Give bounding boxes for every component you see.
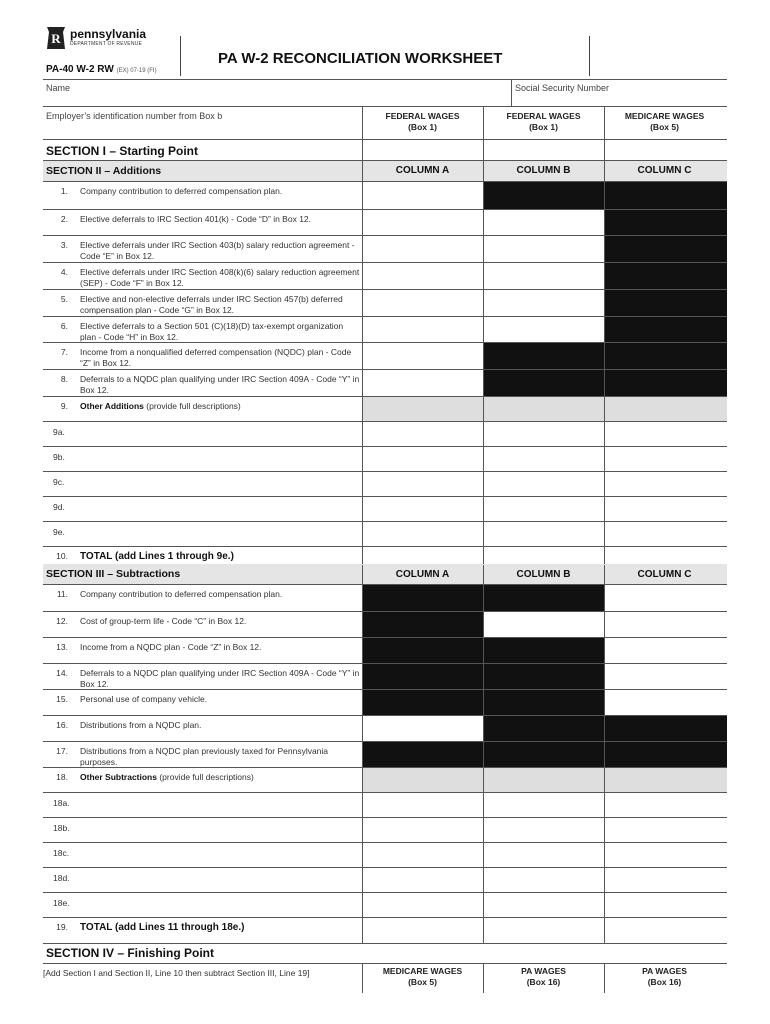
section3-line-17-col-c-field [604, 742, 727, 767]
line-number: 11. [56, 589, 68, 599]
section1-title: SECTION I – Starting Point [46, 144, 199, 158]
sub-line-label: 9d. [53, 502, 65, 512]
line-description: Distributions from a NQDC plan. [80, 720, 202, 730]
section2-title: SECTION II – Additions [46, 165, 162, 177]
line-number: 15. [56, 694, 68, 704]
rule [604, 565, 605, 585]
rule [483, 565, 484, 585]
section3-line-14-col-a-field [362, 664, 483, 689]
section2-9e.-col-c-field[interactable] [604, 522, 727, 546]
section2-9b.-col-b-field[interactable] [483, 447, 604, 471]
section4-wage-col-2 [483, 966, 604, 988]
section2-line-3-col-a-field[interactable] [362, 236, 483, 262]
section3-line-11-col-b-field [483, 585, 604, 611]
line-number: 6. [60, 321, 68, 331]
section3-18c.-col-b-field[interactable] [483, 843, 604, 867]
section2-line-9-col-c-field [604, 397, 727, 421]
line-number: 16. [56, 720, 68, 730]
section3-line-18-col-a-field [362, 768, 483, 792]
section3-18e.-col-b-field[interactable] [483, 893, 604, 917]
section1-col-c-field[interactable] [604, 140, 727, 160]
sub-line-label: 18d. [53, 873, 70, 883]
section2-line-8-col-b-field [483, 370, 604, 396]
section3-line-15-col-c-field[interactable] [604, 690, 727, 715]
wage-box: (Box 5) [408, 977, 437, 987]
rule [604, 161, 605, 181]
section2-line-3-col-c-field [604, 236, 727, 262]
section2-line-7-col-b-field [483, 343, 604, 369]
line-number: 4. [60, 267, 68, 277]
section2-9c.-col-a-field[interactable] [362, 472, 483, 496]
section2-line-4-col-b-field[interactable] [483, 263, 604, 289]
wage-name: MEDICARE WAGES [382, 966, 463, 976]
section2-line-8-col-c-field [604, 370, 727, 396]
sub-line-label: 18b. [53, 823, 70, 833]
line-description: Other Additions (provide full descriptions) [80, 401, 241, 411]
line-number: 12. [56, 616, 68, 626]
wage-box: (Box 16) [647, 977, 682, 987]
line-number: 2. [60, 214, 68, 224]
wage-box: (Box 5) [650, 122, 679, 132]
rule [483, 161, 484, 181]
section3-18b.-col-b-field[interactable] [483, 818, 604, 842]
line-description: Personal use of company vehicle. [80, 694, 208, 704]
svg-text:R: R [51, 31, 61, 46]
section3-line-11-col-a-field [362, 585, 483, 611]
section2-9a.-col-b-field[interactable] [483, 422, 604, 446]
name-label: Name [46, 83, 71, 93]
section3-total-col-a-field[interactable] [362, 918, 483, 943]
section2-line-2-col-c-field [604, 210, 727, 235]
section2-line-5-col-c-field [604, 290, 727, 316]
section3-line-15-col-b-field [483, 690, 604, 715]
rule [483, 963, 484, 993]
line-description: Income from a nonqualified deferred compensation (NQDC) plan - Code “Z” in Box 12. [80, 347, 352, 368]
line-number: 7. [60, 347, 68, 357]
line-number: 1. [60, 186, 68, 196]
line-number: 3. [60, 240, 68, 250]
logo-subtitle: DEPARTMENT OF REVENUE [70, 41, 142, 47]
section3-18d.-col-b-field[interactable] [483, 868, 604, 892]
section2-9b.-col-a-field[interactable] [362, 447, 483, 471]
line-description: Elective deferrals under IRC Section 403(b) salary reduction agreement - Code “E” in Box 12. [80, 240, 355, 261]
section2-9c.-col-b-field[interactable] [483, 472, 604, 496]
line-description: Other Subtractions (provide full descriptions) [80, 772, 254, 782]
section3-column-b: COLUMN B [516, 569, 571, 580]
section3-column-a: COLUMN A [395, 569, 450, 580]
line-description: TOTAL (add Lines 1 through 9e.) [80, 551, 234, 562]
section3-18c.-col-a-field[interactable] [362, 843, 483, 867]
rule [604, 963, 605, 993]
line-description: Company contribution to deferred compensation plan. [80, 589, 283, 599]
line-number: 10. [56, 551, 68, 561]
wage-box: (Box 1) [408, 122, 437, 132]
section2-9e.-col-b-field[interactable] [483, 522, 604, 546]
pa-logo [46, 26, 186, 52]
section3-total-col-b-field[interactable] [483, 918, 604, 943]
section2-9a.-col-a-field[interactable] [362, 422, 483, 446]
sub-line-label: 9a. [53, 427, 65, 437]
section3-line-14-col-b-field [483, 664, 604, 689]
line-number: 9. [60, 401, 68, 411]
section2-line-6-col-b-field[interactable] [483, 317, 604, 342]
section2-9d.-col-b-field[interactable] [483, 497, 604, 521]
section2-line-4-col-c-field [604, 263, 727, 289]
line-number: 19. [56, 922, 68, 932]
line-description: Deferrals to a NQDC plan qualifying under IRC Section 409A - Code “Y” in Box 12. [80, 668, 360, 689]
section3-18d.-col-a-field[interactable] [362, 868, 483, 892]
section1-col-b-field[interactable] [483, 140, 604, 160]
sub-line-label: 18e. [53, 898, 70, 908]
line-description: Distributions from a NQDC plan previously taxed for Pennsylvania purposes. [80, 746, 329, 767]
section1-col-a-field[interactable] [362, 140, 483, 160]
section2-line-5-col-b-field[interactable] [483, 290, 604, 316]
section2-line-2-col-a-field[interactable] [362, 210, 483, 235]
section2-line-3-col-b-field[interactable] [483, 236, 604, 262]
section3-line-17-col-a-field [362, 742, 483, 767]
section3-title: SECTION III – Subtractions [46, 568, 181, 580]
section3-line-15-col-a-field [362, 690, 483, 715]
section3-column-c: COLUMN C [637, 569, 692, 580]
rule [511, 79, 512, 106]
rule [362, 565, 363, 585]
header-divider [589, 36, 590, 76]
line-description: Company contribution to deferred compensation plan. [80, 186, 283, 196]
line-number: 18. [56, 772, 68, 782]
section3-18a.-col-b-field[interactable] [483, 793, 604, 817]
section2-line-9-col-a-field [362, 397, 483, 421]
section3-line-12-col-c-field[interactable] [604, 612, 727, 637]
section2-9a.-col-c-field[interactable] [604, 422, 727, 446]
section3-line-16-col-c-field [604, 716, 727, 741]
top-wage-col-3 [604, 111, 725, 133]
section4-note: [Add Section I and Section II, Line 10 then subtract Section III, Line 19] [43, 968, 310, 978]
form-header [0, 0, 770, 80]
section3-18e.-col-a-field[interactable] [362, 893, 483, 917]
section2-line-2-col-b-field[interactable] [483, 210, 604, 235]
section4-wage-col-3 [604, 966, 725, 988]
rule [43, 106, 727, 107]
wage-name: PA WAGES [642, 966, 687, 976]
section2-line-8-col-a-field[interactable] [362, 370, 483, 396]
section2-9b.-col-c-field[interactable] [604, 447, 727, 471]
logo-name: pennsylvania [70, 27, 147, 41]
ssn-label: Social Security Number [515, 83, 610, 93]
section3-line-13-col-b-field [483, 638, 604, 663]
line-description: TOTAL (add Lines 11 through 18e.) [80, 922, 245, 933]
section2-line-6-col-a-field[interactable] [362, 317, 483, 342]
section3-line-17-col-b-field [483, 742, 604, 767]
line-description: Deferrals to a NQDC plan qualifying under IRC Section 409A - Code “Y” in Box 12. [80, 374, 360, 395]
section3-line-16-col-b-field [483, 716, 604, 741]
line-number: 5. [60, 294, 68, 304]
section2-line-5-col-a-field[interactable] [362, 290, 483, 316]
line-number: 17. [56, 746, 68, 756]
section2-line-7-col-a-field[interactable] [362, 343, 483, 369]
section3-line-11-col-c-field[interactable] [604, 585, 727, 611]
section3-18d.-col-c-field[interactable] [604, 868, 727, 892]
line-description: Cost of group-term life - Code “C” in Box 12. [80, 616, 247, 626]
section3-line-12-col-a-field [362, 612, 483, 637]
sub-line-label: 9b. [53, 452, 65, 462]
line-description: Elective deferrals under IRC Section 408(k)(6) salary reduction agreement (SEP) - Code “F” in Box 12. [80, 267, 360, 288]
section2-line-1-col-a-field[interactable] [362, 182, 483, 209]
line-number: 13. [56, 642, 68, 652]
wage-name: FEDERAL WAGES [506, 111, 581, 121]
rule [43, 79, 727, 80]
rule [362, 963, 363, 993]
section3-line-13-col-a-field [362, 638, 483, 663]
line-description: Elective and non-elective deferrals under IRC Section 457(b) deferred compensation plan - Code “G” in Box 12. [80, 294, 343, 315]
header-divider [180, 36, 181, 76]
form-revision: (EX) 07-19 (FI) [116, 68, 157, 74]
rule [362, 161, 363, 181]
rule [43, 963, 727, 964]
section4-wage-col-1 [362, 966, 483, 988]
top-wage-col-2 [483, 111, 604, 133]
section2-line-1-col-b-field [483, 182, 604, 209]
line-number: 8. [60, 374, 68, 384]
line-description: Income from a NQDC plan - Code “Z” in Box 12. [80, 642, 262, 652]
wage-box: (Box 16) [526, 977, 561, 987]
section2-9e.-col-a-field[interactable] [362, 522, 483, 546]
section3-line-14-col-c-field[interactable] [604, 664, 727, 689]
ein-label: Employer’s identification number from Box b [46, 111, 223, 121]
line-number: 14. [56, 668, 68, 678]
section2-line-9-col-b-field [483, 397, 604, 421]
section2-column-b: COLUMN B [516, 165, 571, 176]
keystone-icon [46, 26, 66, 50]
wage-box: (Box 1) [529, 122, 558, 132]
wage-name: PA WAGES [521, 966, 566, 976]
section2-line-7-col-c-field [604, 343, 727, 369]
section3-total-col-c-field[interactable] [604, 918, 727, 943]
wage-name: FEDERAL WAGES [385, 111, 460, 121]
section3-18e.-col-c-field[interactable] [604, 893, 727, 917]
page-title: PA W-2 RECONCILIATION WORKSHEET [218, 50, 503, 67]
section3-18a.-col-c-field[interactable] [604, 793, 727, 817]
section2-line-1-col-c-field [604, 182, 727, 209]
section3-18b.-col-c-field[interactable] [604, 818, 727, 842]
form-id: PA-40 W-2 RW (EX) 07-19 (FI) [46, 64, 157, 75]
section2-column-a: COLUMN A [395, 165, 450, 176]
line-description: Elective deferrals to a Section 501 (C)(18)(D) tax-exempt organization plan - Code “H” in Box 12. [80, 321, 344, 342]
wage-name: MEDICARE WAGES [624, 111, 705, 121]
sub-line-label: 18a. [53, 798, 70, 808]
rule [43, 943, 727, 944]
section2-line-4-col-a-field[interactable] [362, 263, 483, 289]
section3-18a.-col-a-field[interactable] [362, 793, 483, 817]
section2-9d.-col-a-field[interactable] [362, 497, 483, 521]
section2-9c.-col-c-field[interactable] [604, 472, 727, 496]
sub-line-label: 18c. [53, 848, 70, 858]
sub-line-label: 9c. [53, 477, 65, 487]
top-wage-col-1 [362, 111, 483, 133]
section3-line-18-col-c-field [604, 768, 727, 792]
section3-line-16-col-a-field[interactable] [362, 716, 483, 741]
section2-line-6-col-c-field [604, 317, 727, 342]
section3-line-12-col-b-field[interactable] [483, 612, 604, 637]
section3-18c.-col-c-field[interactable] [604, 843, 727, 867]
section3-line-18-col-b-field [483, 768, 604, 792]
section2-column-c: COLUMN C [637, 165, 692, 176]
sub-line-label: 9e. [53, 527, 65, 537]
section3-line-13-col-c-field[interactable] [604, 638, 727, 663]
line-description: Elective deferrals to IRC Section 401(k) - Code “D” in Box 12. [80, 214, 312, 224]
section3-18b.-col-a-field[interactable] [362, 818, 483, 842]
section4-title: SECTION IV – Finishing Point [46, 946, 215, 960]
section2-9d.-col-c-field[interactable] [604, 497, 727, 521]
